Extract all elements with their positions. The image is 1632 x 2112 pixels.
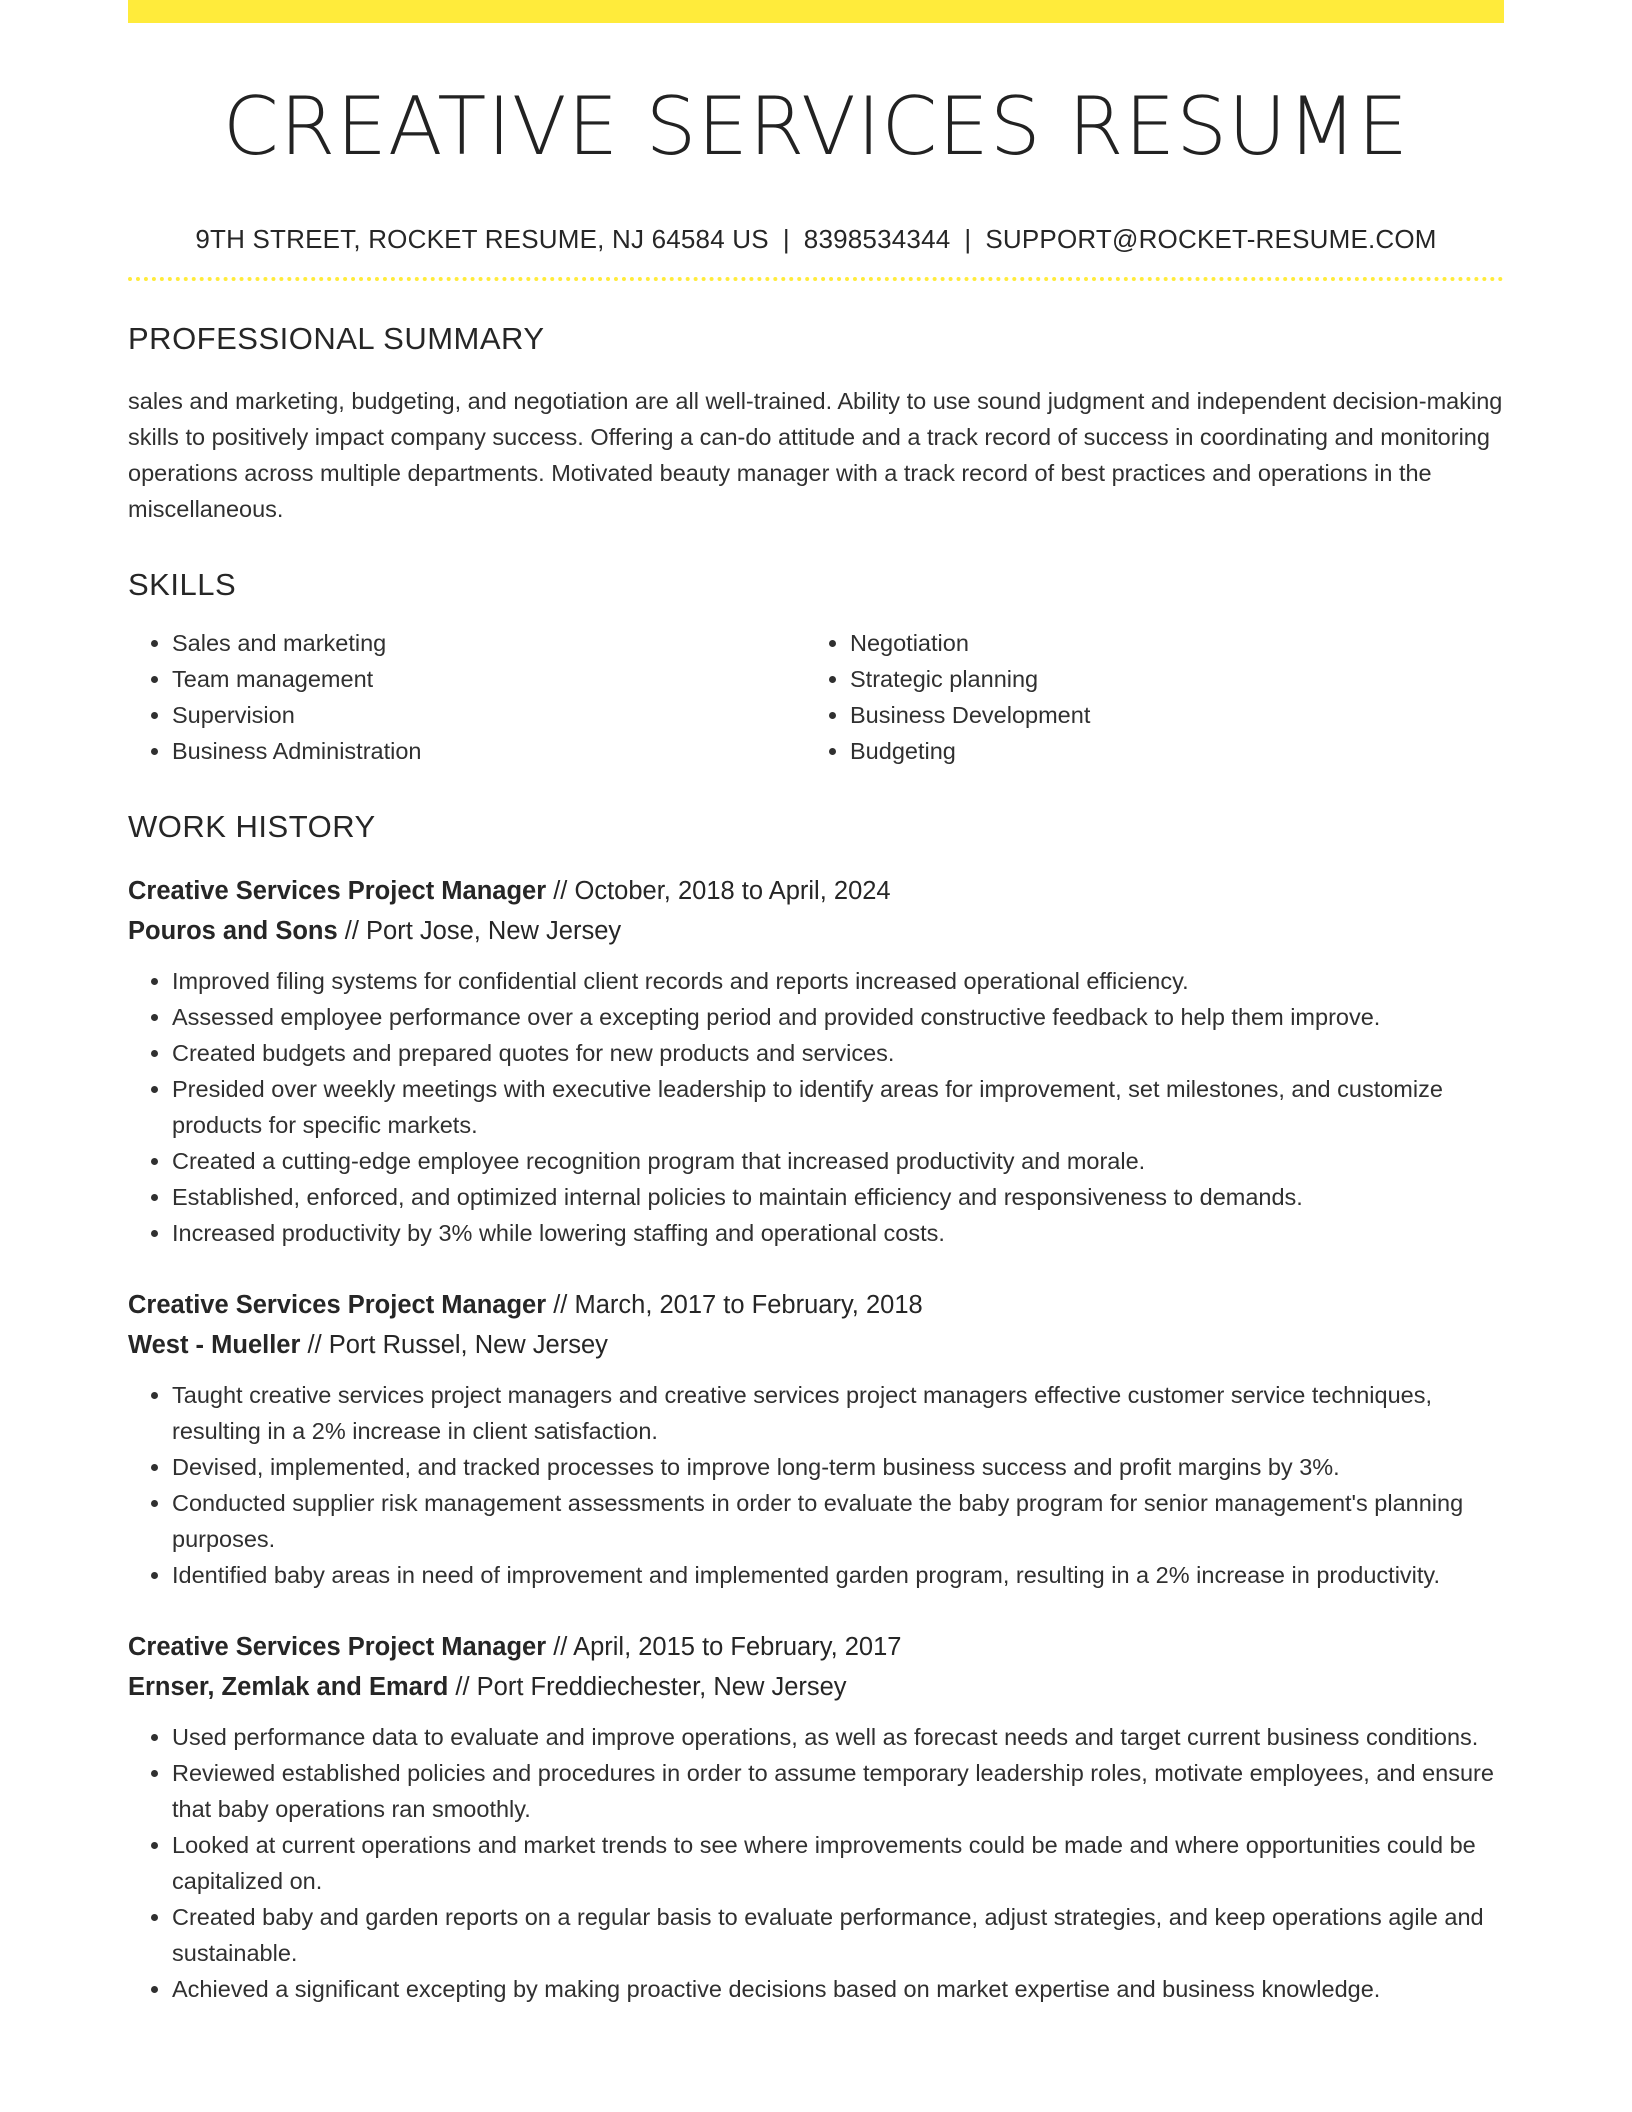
job-dates: // March, 2017 to February, 2018	[546, 1291, 923, 1319]
job-dates: // April, 2015 to February, 2017	[546, 1633, 902, 1661]
job-location: // Port Jose, New Jersey	[337, 917, 622, 945]
skills-column-right	[806, 625, 1484, 769]
resume-title: CREATIVE SERVICES RESUME	[222, 80, 1410, 173]
job-company-line	[128, 911, 1504, 951]
skill-item: • Team management	[172, 661, 806, 697]
skill-item: • Business Development	[850, 697, 1484, 733]
job-title: Creative Services Project Manager	[128, 1633, 547, 1661]
summary-heading: PROFESSIONAL SUMMARY	[128, 321, 545, 356]
contact-separator: |	[964, 224, 972, 254]
job-title-line	[128, 1285, 1504, 1325]
contact-line	[128, 223, 1504, 255]
job-bullet-list	[128, 1377, 1504, 1593]
job-company-line	[128, 1667, 1504, 1707]
dotted-divider	[128, 277, 1504, 281]
job-entry	[128, 1627, 1504, 2007]
job-company-line	[128, 1325, 1504, 1365]
job-title: Creative Services Project Manager	[128, 877, 547, 905]
job-bullet: • Conducted supplier risk management assessments in order to evaluate the baby program for senior management's planning purposes.	[172, 1485, 1504, 1557]
contact-phone: 8398534344	[803, 224, 951, 254]
job-title-line	[128, 1627, 1504, 1667]
summary-text: sales and marketing, budgeting, and negotiation are all well-trained. Ability to use sound judgment and independent decision-making skills to positively impact company success. Offering a can-do attitude and a track record of success in coordinating and monitoring operations across multiple departments. Motivated beauty manager with a track record of best practices and operations in the miscellaneous.	[128, 388, 1503, 522]
skill-item: • Sales and marketing	[172, 625, 806, 661]
skills-column-left	[128, 625, 806, 769]
skills-heading: SKILLS	[128, 567, 237, 602]
job-bullet: • Assessed employee performance over a excepting period and provided constructive feedback to help them improve.	[172, 999, 1504, 1035]
job-bullet: • Taught creative services project managers and creative services project managers effective customer service techniques, resulting in a 2% increase in client satisfaction.	[172, 1377, 1504, 1449]
job-location: // Port Freddiechester, New Jersey	[448, 1673, 847, 1701]
job-bullet-list	[128, 1719, 1504, 2007]
job-company: Ernser, Zemlak and Emard	[128, 1673, 449, 1701]
job-company: West - Mueller	[128, 1331, 301, 1359]
job-bullet: • Looked at current operations and market trends to see where improvements could be made and where opportunities could be capitalized on.	[172, 1827, 1504, 1899]
job-bullet: • Presided over weekly meetings with executive leadership to identify areas for improvement, set milestones, and customize products for specific markets.	[172, 1071, 1504, 1143]
contact-email: SUPPORT@ROCKET-RESUME.COM	[985, 224, 1437, 254]
job-dates: // October, 2018 to April, 2024	[546, 877, 891, 905]
resume-page	[128, 0, 1504, 2112]
contact-separator: |	[782, 224, 790, 254]
job-bullet: • Identified baby areas in need of improvement and implemented garden program, resulting in a 2% increase in productivity.	[172, 1557, 1504, 1593]
job-bullet: • Created budgets and prepared quotes for new products and services.	[172, 1035, 1504, 1071]
skill-item: • Budgeting	[850, 733, 1484, 769]
skill-item: • Strategic planning	[850, 661, 1484, 697]
skill-item: • Negotiation	[850, 625, 1484, 661]
job-bullet: • Increased productivity by 3% while lowering staffing and operational costs.	[172, 1215, 1504, 1251]
job-bullet: • Reviewed established policies and procedures in order to assume temporary leadership roles, motivate employees, and ensure that baby operations ran smoothly.	[172, 1755, 1504, 1827]
job-entry	[128, 871, 1504, 1251]
skill-item: • Business Administration	[172, 733, 806, 769]
job-bullet: • Achieved a significant excepting by making proactive decisions based on market expertise and business knowledge.	[172, 1971, 1504, 2007]
skill-item: • Supervision	[172, 697, 806, 733]
top-accent-bar	[128, 0, 1504, 23]
job-bullet: • Devised, implemented, and tracked processes to improve long-term business success and profit margins by 3%.	[172, 1449, 1504, 1485]
job-title: Creative Services Project Manager	[128, 1291, 547, 1319]
job-bullet: • Created a cutting-edge employee recognition program that increased productivity and morale.	[172, 1143, 1504, 1179]
job-location: // Port Russel, New Jersey	[300, 1331, 608, 1359]
skills-list	[128, 625, 1504, 769]
contact-address: 9TH STREET, ROCKET RESUME, NJ 64584 US	[195, 224, 769, 254]
job-title-line	[128, 871, 1504, 911]
job-entry	[128, 1285, 1504, 1593]
job-bullet: • Improved filing systems for confidential client records and reports increased operational efficiency.	[172, 963, 1504, 999]
job-bullet-list	[128, 963, 1504, 1251]
job-company: Pouros and Sons	[128, 917, 338, 945]
work-history-heading: WORK HISTORY	[128, 809, 376, 844]
job-bullet: • Created baby and garden reports on a regular basis to evaluate performance, adjust strategies, and keep operations agile and sustainable.	[172, 1899, 1504, 1971]
job-bullet: • Established, enforced, and optimized internal policies to maintain efficiency and responsiveness to demands.	[172, 1179, 1504, 1215]
job-bullet: • Used performance data to evaluate and improve operations, as well as forecast needs and target current business conditions.	[172, 1719, 1504, 1755]
